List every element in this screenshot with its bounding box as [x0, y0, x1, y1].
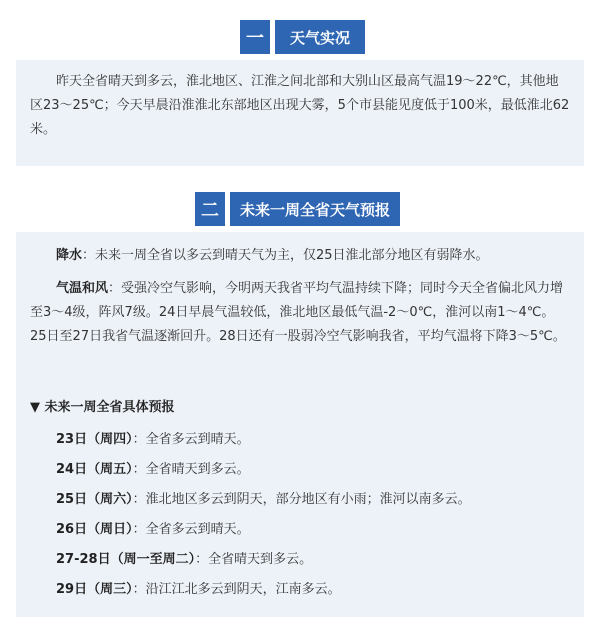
- precipitation-label: 降水: [56, 248, 83, 263]
- temperature-wind-paragraph: [30, 277, 570, 349]
- forecast-text: ：淮北地区多云到阴天，部分地区有小雨；淮河以南多云。: [132, 492, 471, 507]
- forecast-text: ：全省晴天到多云。: [132, 462, 250, 477]
- precipitation-paragraph: [30, 244, 570, 268]
- section-2-title: 未来一周全省天气预报: [230, 192, 400, 226]
- forecast-text: ：全省多云到晴天。: [132, 432, 250, 447]
- forecast-day: 23日（周四）: [56, 432, 133, 447]
- forecast-text: ：沿江江北多云到阴天，江南多云。: [132, 582, 341, 597]
- forecast-day: 27-28日（周一至周二）: [56, 552, 196, 567]
- forecast-day: 29日（周三）: [56, 582, 133, 597]
- temperature-wind-label: 气温和风: [56, 281, 109, 296]
- forecast-row: [56, 490, 471, 510]
- section-1-title: 天气实况: [275, 20, 365, 54]
- forecast-day: 26日（周日）: [56, 522, 133, 537]
- weather-observation-text: 昨天全省晴天到多云，淮北地区、江淮之间北部和大别山区最高气温19～22℃，其他地区23～25℃；今天早晨沿淮淮北东部地区出现大雾，5个市县能见度低于100米，最低淮北62米。: [30, 74, 570, 137]
- forecast-text: ：全省多云到晴天。: [132, 522, 250, 537]
- forecast-row: [56, 550, 312, 570]
- forecast-row: [56, 430, 250, 450]
- forecast-row: [56, 460, 250, 480]
- temperature-wind-text: ：受强冷空气影响，今明两天我省平均气温持续下降；同时今天全省偏北风力增至3～4级，阵风7级。24日早晨气温较低，淮北地区最低气温-2～0℃，淮河以南1～4℃。25日至27日我省气温逐渐回升。28日还有一股弱冷空气影响我省，平均气温将下降3～5℃。: [30, 281, 566, 344]
- forecast-row: [56, 580, 341, 600]
- precipitation-text: ：未来一周全省以多云到晴天气为主，仅25日淮北部分地区有弱降水。: [82, 248, 489, 263]
- forecast-day: 24日（周五）: [56, 462, 133, 477]
- section-2-header: [195, 192, 400, 226]
- forecast-heading: ▼ 未来一周全省具体预报: [30, 400, 175, 415]
- section-1-number: 一: [240, 20, 270, 54]
- section-1-header: [240, 20, 365, 54]
- section-2-number: 二: [195, 192, 225, 226]
- forecast-day: 25日（周六）: [56, 492, 133, 507]
- forecast-text: ：全省晴天到多云。: [195, 552, 313, 567]
- forecast-row: [56, 520, 250, 540]
